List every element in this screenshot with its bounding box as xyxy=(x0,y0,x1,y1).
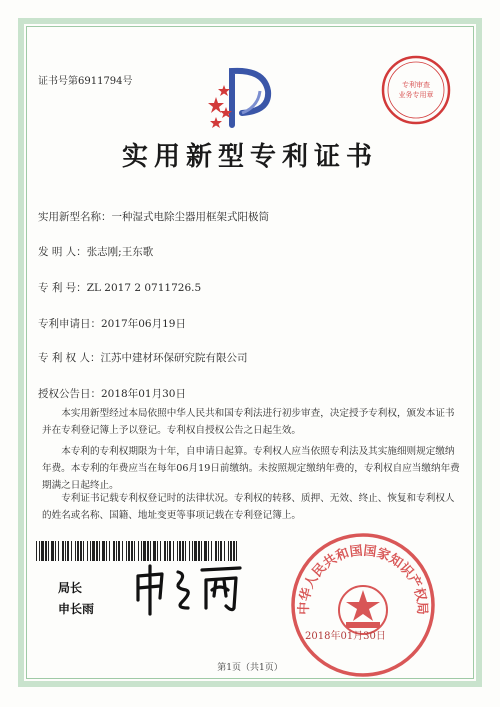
review-seal-icon xyxy=(378,52,454,128)
barcode-bar xyxy=(67,541,69,561)
barcode-bar xyxy=(77,541,79,561)
barcode-bar xyxy=(92,541,95,561)
barcode-bar xyxy=(80,541,82,561)
signature-name: 申长雨 xyxy=(58,602,95,616)
field-label: 专 利 号： xyxy=(38,282,87,294)
barcode-bar xyxy=(122,541,123,561)
national-ip-seal-icon xyxy=(288,530,438,680)
barcode-bar xyxy=(83,541,84,561)
field-value: 2017年06月19日 xyxy=(101,318,186,330)
barcode-bar xyxy=(51,541,54,561)
field-value: 江苏中建材环保研究院有限公司 xyxy=(100,352,248,364)
barcode-bar xyxy=(118,541,120,561)
field-utility-model-name xyxy=(38,209,269,224)
paragraph-term: 本专利的专利权期限为十年，自申请日起算。专利权人应当依照专利法及其实施细则规定缴纳年费。本专利的年费应当在每年06月19日前缴纳。未按照规定缴纳年费的，专利权自应当缴纳年费期满之日起终止。 xyxy=(42,446,460,491)
field-patent-number xyxy=(38,280,201,295)
page-footer: 第1页（共1页） xyxy=(217,663,283,673)
barcode-bar xyxy=(102,541,105,561)
field-value: 2018年01月30日 xyxy=(101,388,186,400)
field-application-date xyxy=(38,316,186,331)
barcode-bar xyxy=(55,541,56,561)
signature-title: 局长 xyxy=(58,581,83,595)
handwritten-signature-icon xyxy=(128,558,248,618)
barcode-bar xyxy=(109,541,110,561)
field-label: 专利申请日： xyxy=(38,318,101,330)
barcode-bar xyxy=(39,541,40,561)
field-label: 专 利 权 人： xyxy=(38,352,101,364)
barcode-bar xyxy=(45,541,47,561)
field-label: 实用新型名称： xyxy=(38,211,112,223)
small-seal-line1: 专利审查 xyxy=(402,81,430,89)
seal-date: 2018年01月30日 xyxy=(305,631,386,642)
barcode-bar xyxy=(48,541,49,561)
field-patentee xyxy=(38,350,248,365)
barcode-bar xyxy=(99,541,100,561)
barcode-bar xyxy=(90,541,91,561)
barcode-bar xyxy=(62,541,64,561)
barcode-bar xyxy=(126,541,127,561)
certificate-title: 实用新型专利证书 xyxy=(121,142,378,172)
small-seal-line2: 业务专用章 xyxy=(398,91,434,99)
field-value: ZL 2017 2 0711726.5 xyxy=(86,282,202,294)
barcode-bar xyxy=(36,541,37,561)
patent-office-logo-icon xyxy=(202,63,282,135)
barcode-bar xyxy=(41,541,44,561)
barcode-bar xyxy=(116,541,117,561)
field-label: 发 明 人： xyxy=(38,246,87,258)
certificate-number: 证书号第6911794号 xyxy=(38,76,133,87)
barcode-bar xyxy=(106,541,107,561)
paragraph-legal-status: 专利证书记载专利权登记时的法律状况。专利权的转移、质押、无效、终止、恢复和专利权人的姓名或名称、国籍、地址变更等事项记载在专利登记簿上。 xyxy=(42,493,455,521)
barcode-bar xyxy=(96,541,98,561)
barcode-bar xyxy=(87,541,88,561)
field-inventors xyxy=(38,244,153,259)
barcode-bar xyxy=(71,541,72,561)
field-value: 张志刚;王东歌 xyxy=(86,246,154,258)
barcode-bar xyxy=(75,541,76,561)
barcode-bar xyxy=(58,541,59,561)
field-label: 授权公告日： xyxy=(38,388,101,400)
barcode-bar xyxy=(113,541,115,561)
field-grant-date xyxy=(38,386,186,401)
barcode-bar xyxy=(65,541,66,561)
field-value: 一种湿式电除尘器用框架式阳极筒 xyxy=(111,211,269,223)
paragraph-grant: 本实用新型经过本局依照中华人民共和国专利法进行初步审查，决定授予专利权，颁发本证书并在专利登记簿上予以登记。专利权自授权公告之日起生效。 xyxy=(42,408,455,436)
big-seal-text: 中华人民共和国国家知识产权局 xyxy=(296,543,430,615)
